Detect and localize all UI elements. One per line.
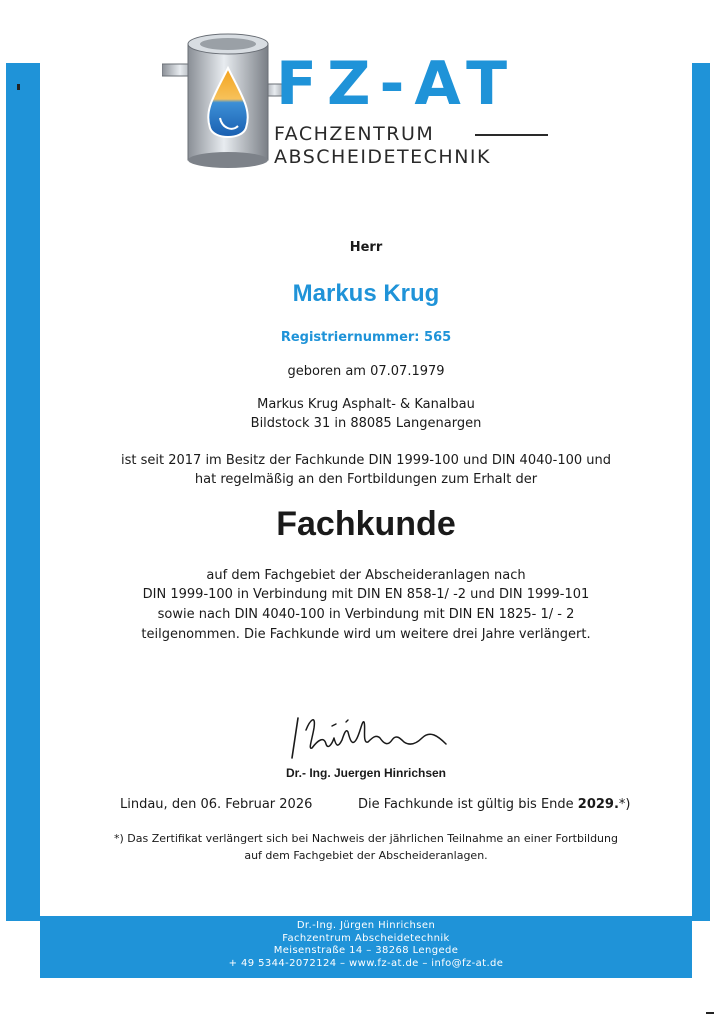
scope-text-line4: teilgenommen. Die Fachkunde wird um weitere drei Jahre verlängert. <box>141 627 591 642</box>
logo-rule <box>475 134 548 136</box>
footnote-line1: *) Das Zertifikat verlängert sich bei Nachweis der jährlichen Teilnahme an einer Fortbildung <box>114 832 618 845</box>
scope-text-line1: auf dem Fachgebiet der Abscheideranlagen nach <box>206 568 526 583</box>
company-name: Markus Krug Asphalt- & Kanalbau <box>257 397 475 412</box>
footer-contact: + 49 5344-2072124 – www.fz-at.de – info@fz-at.de <box>228 957 504 969</box>
left-blue-border <box>6 63 40 921</box>
footer-name: Dr.-Ing. Jürgen Hinrichsen <box>296 920 436 931</box>
body-text-line2: hat regelmäßig an den Fortbildungen zum Erhalt der <box>194 472 538 487</box>
signer-name: Dr.- Ing. Juergen Hinrichsen <box>285 766 447 780</box>
place-and-date: Lindau, den 06. Februar 2026 <box>120 797 313 812</box>
footnote-line2: auf dem Fachgebiet der Abscheideranlagen. <box>244 849 488 862</box>
footer-address: Meisenstraße 14 – 38268 Lengede <box>273 945 459 956</box>
certificate-heading: Fachkunde <box>276 505 456 543</box>
validity-prefix: Die Fachkunde ist gültig bis Ende <box>358 797 578 812</box>
recipient-name: Markus Krug <box>292 280 440 307</box>
validity-statement <box>358 797 631 812</box>
scan-speck <box>17 84 20 90</box>
registration-number: Registriernummer: 565 <box>280 330 452 345</box>
scope-text-line2: DIN 1999-100 in Verbindung mit DIN EN 858-1/ -2 und DIN 1999-101 <box>142 587 590 602</box>
scope-text-line3: sowie nach DIN 4040-100 in Verbindung mit DIN EN 1825- 1/ - 2 <box>157 607 575 622</box>
validity-year: 2029. <box>577 797 619 812</box>
salutation: Herr <box>349 240 383 255</box>
footer-organization: Fachzentrum Abscheidetechnik <box>282 932 450 944</box>
handwritten-signature <box>276 700 476 770</box>
validity-suffix: *) <box>618 797 631 812</box>
logo-subtitle-line2: ABSCHEIDETECHNIK <box>274 146 491 168</box>
scan-speck <box>706 1012 714 1014</box>
footer-contact-band <box>40 916 692 978</box>
birth-date: geboren am 07.07.1979 <box>287 364 445 379</box>
company-address: Bildstock 31 in 88085 Langenargen <box>250 416 482 431</box>
logo-title: FZ-AT <box>276 49 518 119</box>
body-text-line1: ist seit 2017 im Besitz der Fachkunde DIN 1999-100 und DIN 4040-100 und <box>121 453 611 468</box>
right-blue-border <box>692 63 710 921</box>
logo-subtitle-line1: FACHZENTRUM <box>274 123 435 145</box>
